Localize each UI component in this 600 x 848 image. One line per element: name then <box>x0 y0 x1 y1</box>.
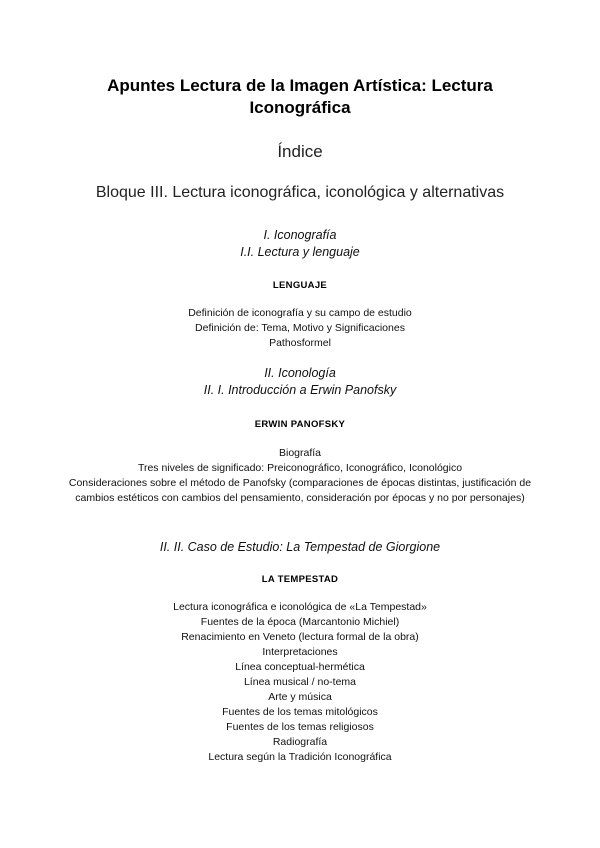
list-item: Lectura iconográfica e iconológica de «La Tempestad» <box>173 601 427 613</box>
list-item: Fuentes de los temas religiosos <box>226 721 374 733</box>
part3-headings <box>0 539 600 556</box>
part1-heading-iconografia: I. Iconografía <box>263 228 337 242</box>
part1-heading-lectura-lenguaje: I.I. Lectura y lenguaje <box>240 245 360 259</box>
part1-headings <box>0 227 600 261</box>
part2-heading-iconologia: II. Iconología <box>264 366 336 380</box>
part2-item-list <box>60 446 540 506</box>
list-item: Arte y música <box>268 691 332 703</box>
part2-headings <box>0 365 600 399</box>
index-heading: Índice <box>277 142 323 161</box>
list-item: Lectura según la Tradición Iconográfica <box>208 751 392 763</box>
part2-heading-panofsky-intro: II. I. Introducción a Erwin Panofsky <box>203 383 397 397</box>
list-item: Consideraciones sobre el método de Panofsky (comparaciones de épocas distintas, justificación de cambios estéticos con cambios del pensamiento, consideración por épocas y no por personajes) <box>68 477 532 504</box>
list-item: Biografía <box>278 447 322 459</box>
list-item: Tres niveles de significado: Preiconográfico, Iconográfico, Iconológico <box>137 462 463 474</box>
document-title <box>0 75 600 119</box>
document-title-line-2: Iconográfica <box>249 98 351 117</box>
document-title-line-1: Apuntes Lectura de la Imagen Artística: Lectura <box>107 76 493 95</box>
section-label-lenguaje: LENGUAJE <box>272 280 328 291</box>
list-item: Definición de: Tema, Motivo y Significaciones <box>195 322 405 334</box>
list-item: Línea musical / no-tema <box>243 676 357 688</box>
part3-heading-caso-estudio: II. II. Caso de Estudio: La Tempestad de Giorgione <box>159 540 441 554</box>
part3-item-list <box>0 600 600 765</box>
list-item: Línea conceptual-hermética <box>235 661 365 673</box>
list-item: Interpretaciones <box>262 646 338 658</box>
list-item: Radiografía <box>272 736 328 748</box>
list-item: Renacimiento en Veneto (lectura formal de la obra) <box>181 631 419 643</box>
block-heading: Bloque III. Lectura iconográfica, iconológica y alternativas <box>95 184 505 201</box>
part1-item-list <box>0 306 600 351</box>
section-label-la-tempestad: LA TEMPESTAD <box>261 574 339 585</box>
list-item: Definición de iconografía y su campo de estudio <box>188 307 412 319</box>
section-label-erwin-panofsky: ERWIN PANOFSKY <box>254 419 346 430</box>
list-item: Fuentes de los temas mitológicos <box>222 706 378 718</box>
list-item: Pathosformel <box>269 337 331 349</box>
list-item: Fuentes de la época (Marcantonio Michiel) <box>200 616 400 628</box>
